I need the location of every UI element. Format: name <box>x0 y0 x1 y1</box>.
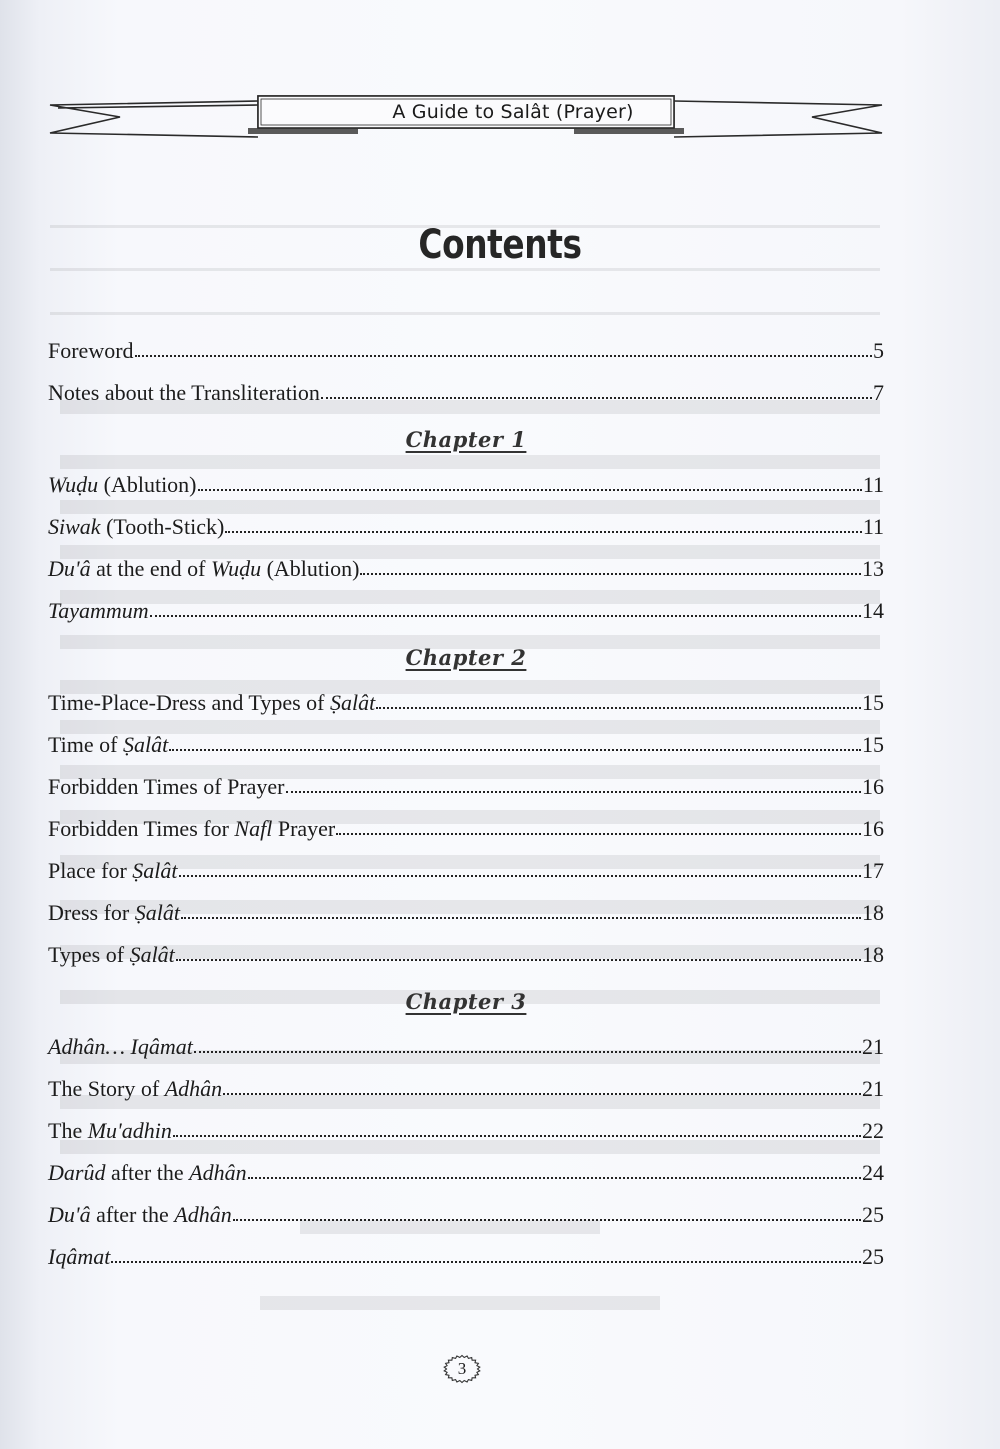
dot-leader <box>248 1177 861 1179</box>
toc-entry-title-part: Adhân <box>189 1160 247 1185</box>
toc-entry-title-part: Du'â <box>48 556 91 581</box>
chapter-list <box>48 414 884 1278</box>
toc-entry-title-part: The <box>48 1118 88 1143</box>
toc-entry[interactable] <box>48 330 884 372</box>
toc-entry-page: 25 <box>862 1202 884 1227</box>
toc-entry[interactable] <box>48 1236 884 1278</box>
toc-entry-title-part: Types of <box>48 942 130 967</box>
toc-entry-title-part: after the <box>90 1202 175 1227</box>
toc-entry-title-part: Du'â <box>48 1202 91 1227</box>
toc-entry-title <box>48 506 224 548</box>
toc-entry-title <box>48 464 197 506</box>
toc-entry-title-part: Adhân… Iqâmat <box>48 1034 193 1059</box>
toc-entry-page: 21 <box>862 1076 884 1101</box>
toc-entry-title-part: Wuḍu <box>210 556 262 581</box>
chapter-heading <box>48 632 884 682</box>
toc-entry[interactable] <box>48 1026 884 1068</box>
toc-entry-title <box>48 1236 110 1278</box>
page-number: 3 <box>457 1359 467 1378</box>
toc-entry-title-part: Time-Place-Dress and Types of <box>48 690 330 715</box>
toc-entry-title-part: Prayer <box>272 816 336 841</box>
toc-entry-title <box>48 850 178 892</box>
toc-entry-page: 15 <box>862 732 884 757</box>
toc-entry[interactable] <box>48 548 884 590</box>
toc-entry[interactable] <box>48 1068 884 1110</box>
dot-leader <box>173 1135 861 1137</box>
toc-entry-title-part: Forbidden Times for <box>48 816 235 841</box>
running-header-title: A Guide to Salât (Prayer) <box>392 101 634 123</box>
toc-entry-title <box>48 934 175 976</box>
dot-leader <box>321 397 872 399</box>
dot-leader <box>179 875 861 877</box>
toc-entry[interactable] <box>48 464 884 506</box>
toc-entry-title <box>48 1152 247 1194</box>
chapter-heading <box>48 414 884 464</box>
toc-entry-page: 16 <box>862 816 884 841</box>
toc-entry-page: 16 <box>862 774 884 799</box>
running-header-banner <box>48 95 886 143</box>
toc-entry-title <box>48 682 375 724</box>
toc-entry-title: Notes about the Transliteration <box>48 380 320 405</box>
dot-leader <box>181 917 861 919</box>
toc-entry[interactable] <box>48 934 884 976</box>
dot-leader <box>336 833 861 835</box>
toc-entry-title-part: Nafl <box>234 816 273 841</box>
dot-leader <box>150 615 861 617</box>
toc-entry[interactable] <box>48 506 884 548</box>
toc-entry-title-part: Ṣalât <box>129 942 175 967</box>
toc-entry-title-part: Siwak <box>48 514 101 539</box>
toc-entry-page: 5 <box>873 338 884 363</box>
page-number-badge <box>442 1354 482 1384</box>
toc-entry-title-part: (Tooth-Stick) <box>100 514 225 539</box>
toc-entry-title-part: Ṣalât <box>134 900 180 925</box>
table-of-contents <box>48 330 884 1278</box>
toc-entry-page: 13 <box>862 556 884 581</box>
dot-leader <box>360 573 861 575</box>
toc-entry[interactable] <box>48 1194 884 1236</box>
toc-entry-title-part: Ṣalât <box>132 858 178 883</box>
toc-entry-title-part: Wuḍu <box>48 472 99 497</box>
toc-entry-page: 21 <box>862 1034 884 1059</box>
toc-entry-page: 24 <box>862 1160 884 1185</box>
toc-entry-page: 22 <box>862 1118 884 1143</box>
toc-entry-page: 25 <box>862 1244 884 1269</box>
dot-leader <box>169 749 861 751</box>
page-title: Contents <box>418 222 582 268</box>
toc-entry-title-part: Adhân <box>174 1202 232 1227</box>
chapter-heading-text: Chapter 3 <box>405 988 527 1014</box>
dot-leader <box>111 1261 861 1263</box>
dot-leader <box>194 1051 861 1053</box>
toc-entry-title <box>48 548 359 590</box>
toc-entry-title-part: Time of <box>48 732 123 757</box>
toc-entry[interactable] <box>48 892 884 934</box>
toc-entry-title-part: at the end of <box>90 556 211 581</box>
chapter-heading-text: Chapter 2 <box>405 644 527 670</box>
toc-entry-title <box>48 1194 232 1236</box>
toc-entry[interactable] <box>48 724 884 766</box>
toc-entry[interactable] <box>48 590 884 632</box>
toc-entry-title-part: (Ablution) <box>98 472 197 497</box>
toc-entry[interactable] <box>48 372 884 414</box>
dot-leader <box>376 707 861 709</box>
toc-entry-title <box>48 1110 172 1152</box>
toc-entry-title-part: after the <box>105 1160 190 1185</box>
toc-entry-title <box>48 1026 193 1068</box>
toc-entry-title-part: The Story of <box>48 1076 165 1101</box>
toc-entry-title-part: Ṣalât <box>329 690 376 715</box>
toc-entry-page: 14 <box>862 598 884 623</box>
toc-entry-page: 11 <box>862 514 884 539</box>
toc-entry-title <box>48 1068 222 1110</box>
toc-entry-page: 18 <box>862 942 884 967</box>
chapter-heading <box>48 976 884 1026</box>
toc-entry[interactable] <box>48 682 884 724</box>
dot-leader <box>176 959 861 961</box>
toc-entry-title: Foreword <box>48 338 134 363</box>
toc-entry-title-part: Mu'adhin <box>87 1118 172 1143</box>
dot-leader <box>225 531 862 533</box>
toc-entry[interactable] <box>48 1110 884 1152</box>
toc-entry-title <box>48 590 149 632</box>
toc-entry-title <box>48 892 180 934</box>
toc-entry-page: 17 <box>862 858 884 883</box>
toc-entry-page: 7 <box>873 380 884 405</box>
toc-entry-title-part: Place for <box>48 858 133 883</box>
toc-entry-title-part: Forbidden Times of Prayer <box>48 774 285 799</box>
toc-entry-title <box>48 808 335 850</box>
toc-entry-title <box>48 724 168 766</box>
toc-entry-title-part: Iqâmat <box>48 1244 111 1269</box>
dot-leader <box>223 1093 861 1095</box>
toc-entry-page: 18 <box>862 900 884 925</box>
dot-leader <box>135 355 872 357</box>
toc-entry-page: 15 <box>862 690 884 715</box>
toc-entry-title <box>48 766 285 808</box>
toc-entry-title-part: Ṣalât <box>122 732 169 757</box>
chapter-heading-text: Chapter 1 <box>405 426 527 452</box>
dot-leader <box>233 1219 861 1221</box>
dot-leader <box>198 489 862 491</box>
toc-entry[interactable] <box>48 766 884 808</box>
toc-entry-title-part: Tayammum <box>48 598 149 623</box>
front-matter-list <box>48 330 884 414</box>
toc-entry-title-part: (Ablution) <box>261 556 360 581</box>
toc-entry-title-part: Dress for <box>48 900 135 925</box>
toc-entry-title-part: Darûd <box>48 1160 106 1185</box>
toc-entry-title-part: Adhân <box>164 1076 223 1101</box>
toc-entry[interactable] <box>48 850 884 892</box>
toc-entry-page: 11 <box>862 472 884 497</box>
toc-entry[interactable] <box>48 808 884 850</box>
dot-leader <box>286 791 862 793</box>
toc-entry[interactable] <box>48 1152 884 1194</box>
